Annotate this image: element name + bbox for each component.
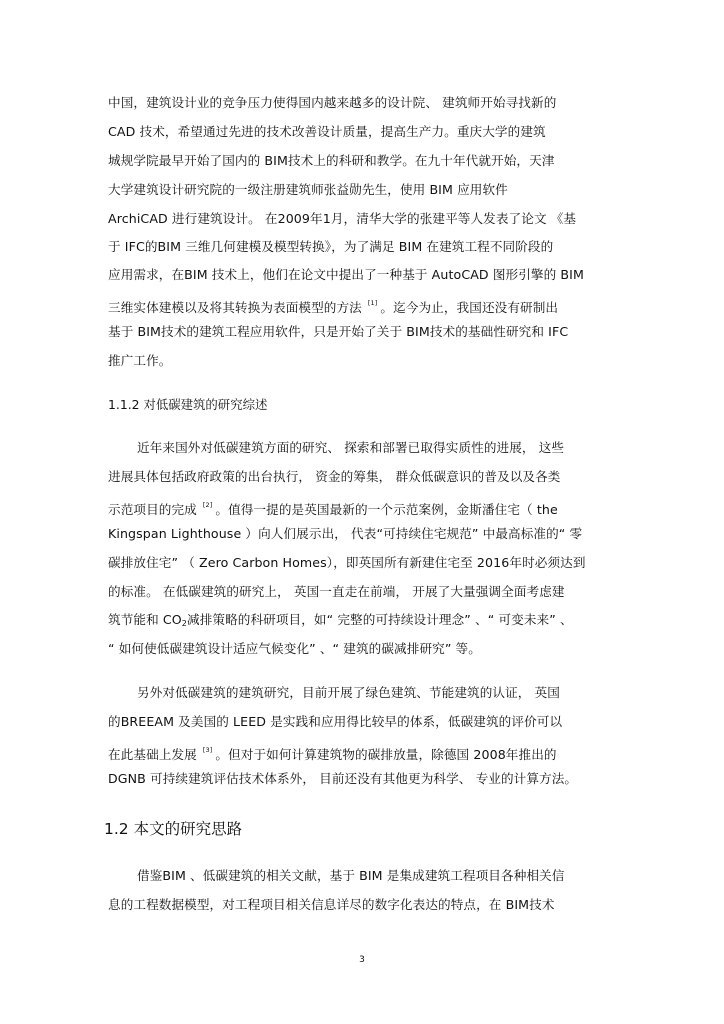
para1-line-8-tail: 。迄今为止，我国还没有研制出 <box>380 300 559 315</box>
para1-line-8 <box>108 295 558 316</box>
para3-line-3-text: 在此基础上发展 <box>108 747 197 762</box>
para3-line-3-tail: 。但对于如何计算建筑物的碳排放量，除德国 2008年推出的 <box>215 747 557 762</box>
para2-line-1: 近年来国外对低碳建筑方面的研究、 探索和部署已取得实质性的进展， 这些 <box>137 440 565 455</box>
co2-subscript: 2 <box>181 619 187 628</box>
para2-line-7-tail: 减排策略的科研项目，如“ 完整的可持续设计理念” 、“ 可变未来” 、 <box>187 612 573 627</box>
para1-line-3: 城规学院最早开始了国内的 BIM技术上的科研和教学。在九十年代就开始，天津 <box>108 153 555 168</box>
para2-line-5: 碳排放住宅” （ Zero Carbon Homes），即英国所有新建住宅至 2016年时必须达到 <box>108 555 586 570</box>
para2-line-3-tail: 。值得一提的是英国最新的一个示范案例，金斯潘住宅（ the <box>215 502 558 517</box>
page-number: 3 <box>359 955 365 965</box>
para2-line-3-text: 示范项目的完成 <box>108 502 197 517</box>
para2-line-7-text: 筑节能和 CO <box>108 612 182 627</box>
para1-line-5: ArchiCAD 进行建筑设计。 在2009年1月，清华大学的张建平等人发表了论文 《基 <box>108 211 577 226</box>
para4-line-1: 借鉴BIM 、低碳建筑的相关文献，基于 BIM 是集成建筑工程项目各种相关信 <box>137 868 565 883</box>
para2-line-6: 的标准。 在低碳建筑的研究上， 英国一直走在前端， 开展了大量强调全面考虑建 <box>108 584 565 599</box>
para2-line-8: “ 如何使低碳建筑设计适应气候变化” 、“ 建筑的碳减排研究” 等。 <box>108 641 481 656</box>
para1-line-7: 应用需求，在BIM 技术上，他们在论文中提出了一种基于 AutoCAD 图形引擎的 BIM <box>108 267 584 282</box>
para3-line-4: DGNB 可持续建筑评估技术体系外， 目前还没有其他更为科学、 专业的计算方法。 <box>108 771 578 786</box>
para1-line-2: CAD 技术，希望通过先进的技术改善设计质量，提高生产力。重庆大学的建筑 <box>108 124 546 139</box>
para1-line-4: 大学建筑设计研究院的一级注册建筑师张益勋先生，使用 BIM 应用软件 <box>108 182 508 197</box>
para2-line-3 <box>108 497 558 518</box>
para1-line-6: 于 IFC的BIM 三维几何建模及模型转换》，为了满足 BIM 在建筑工程不同阶段的 <box>108 239 554 254</box>
citation-ref-2: [2] <box>202 501 213 509</box>
para1-line-1: 中国，建筑设计业的竞争压力使得国内越来越多的设计院、 建筑师开始寻找新的 <box>108 95 557 110</box>
para3-line-3 <box>108 742 557 763</box>
section-title: 1.2 本文的研究思路 <box>104 820 243 838</box>
para3-line-2: 的BREEAM 及美国的 LEED 是实践和应用得比较早的体系，低碳建筑的评价可以 <box>108 714 563 729</box>
para1-line-9: 基于 BIM技术的建筑工程应用软件，只是开始了关于 BIM技术的基础性研究和 IFC <box>108 324 569 339</box>
para2-line-4: Kingspan Lighthouse ）向人们展示出， 代表“可持续住宅规范” 中最高标准的“ 零 <box>108 526 583 541</box>
para2-line-2: 进展具体包括政府政策的出台执行， 资金的筹集， 群众低碳意识的普及以及各类 <box>108 469 561 484</box>
para1-line-8-text: 三维实体建模以及将其转换为表面模型的方法 <box>108 300 362 315</box>
citation-ref-3: [3] <box>202 746 213 754</box>
para1-line-10: 推广工作。 <box>108 353 172 368</box>
para3-line-1: 另外对低碳建筑的建筑研究，目前开展了绿色建筑、节能建筑的认证， 英国 <box>137 685 560 700</box>
para4-line-2: 息的工程数据模型，对工程项目相关信息详尽的数字化表达的特点，在 BIM技术 <box>108 897 555 912</box>
subsection-title: 1.1.2 对低碳建筑的研究综述 <box>108 397 268 412</box>
citation-ref-1: [1] <box>367 299 378 307</box>
para2-line-7 <box>108 612 573 632</box>
